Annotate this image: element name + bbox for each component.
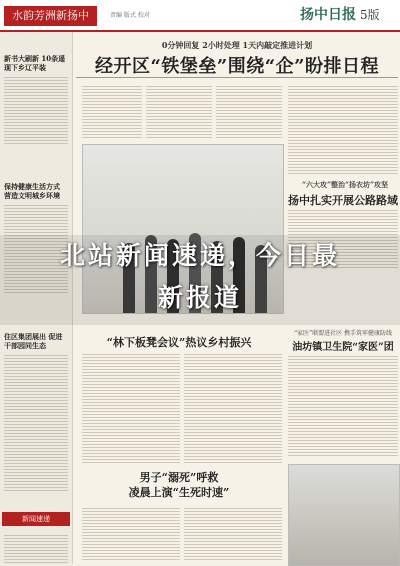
- sub-headline-2: [76, 470, 282, 500]
- overlay-title-line1: 北站新闻速递，今日最: [59, 241, 340, 270]
- article-text: [184, 506, 282, 562]
- article-text: [288, 84, 398, 174]
- left-section-bar: 新闻速递: [2, 512, 70, 526]
- left-item-title: 保持健康生活方式 营造文明城乡环境: [4, 182, 60, 200]
- left-item: [4, 54, 68, 145]
- right-kicker-2: “家医”联盟进社区 携手筑牢健康防线: [293, 330, 393, 337]
- left-item-body: [4, 533, 68, 565]
- masthead-logo: 扬中日报: [300, 7, 356, 23]
- article-text: [82, 506, 180, 562]
- left-item-title: 新书大刷新 10条遥现下乡辽平装: [4, 54, 66, 72]
- left-item-body: [4, 353, 68, 493]
- article-text: [216, 84, 282, 140]
- right-headline: 扬中扎实开展公路路域: [288, 194, 398, 207]
- article-text: [146, 84, 212, 140]
- header-meta: 责编 版式 校对: [110, 12, 150, 19]
- sub-headline-2-line1: 男子“溺死”呼救: [139, 471, 219, 484]
- article-text: [288, 354, 398, 458]
- page-number: 5版: [360, 8, 380, 22]
- sub-headline-2-line2: 凌晨上演“生死时速”: [128, 486, 230, 499]
- page-header: [0, 0, 400, 32]
- left-item-title: 住区集团展出 促进干部园同生态: [4, 332, 63, 350]
- lead-kicker: 0分钟回复 2小时处理 1天内敲定推进计划: [161, 40, 313, 50]
- left-item-body: [4, 75, 68, 145]
- overlay-title-line2: 新报道: [157, 283, 242, 312]
- right-kicker: “六大攻”整治“扬衣坊”攻坚: [301, 180, 389, 189]
- lead-headline: 经开区“铁堡垒”围绕“企”盼排日程: [95, 56, 379, 77]
- article-text: [82, 84, 142, 140]
- section-tab: 水韵芳洲新扬中: [4, 6, 97, 26]
- left-item: [4, 530, 68, 565]
- divider: [76, 77, 398, 78]
- article-text: [82, 352, 180, 464]
- sub-headline-1: “林下板凳会议”热议乡村振兴: [106, 336, 252, 349]
- article-text: [184, 352, 282, 464]
- news-photo-clinic: [288, 464, 400, 566]
- right-headline-2: 油坊镇卫生院“家医”团: [292, 342, 394, 353]
- left-item: [4, 332, 68, 493]
